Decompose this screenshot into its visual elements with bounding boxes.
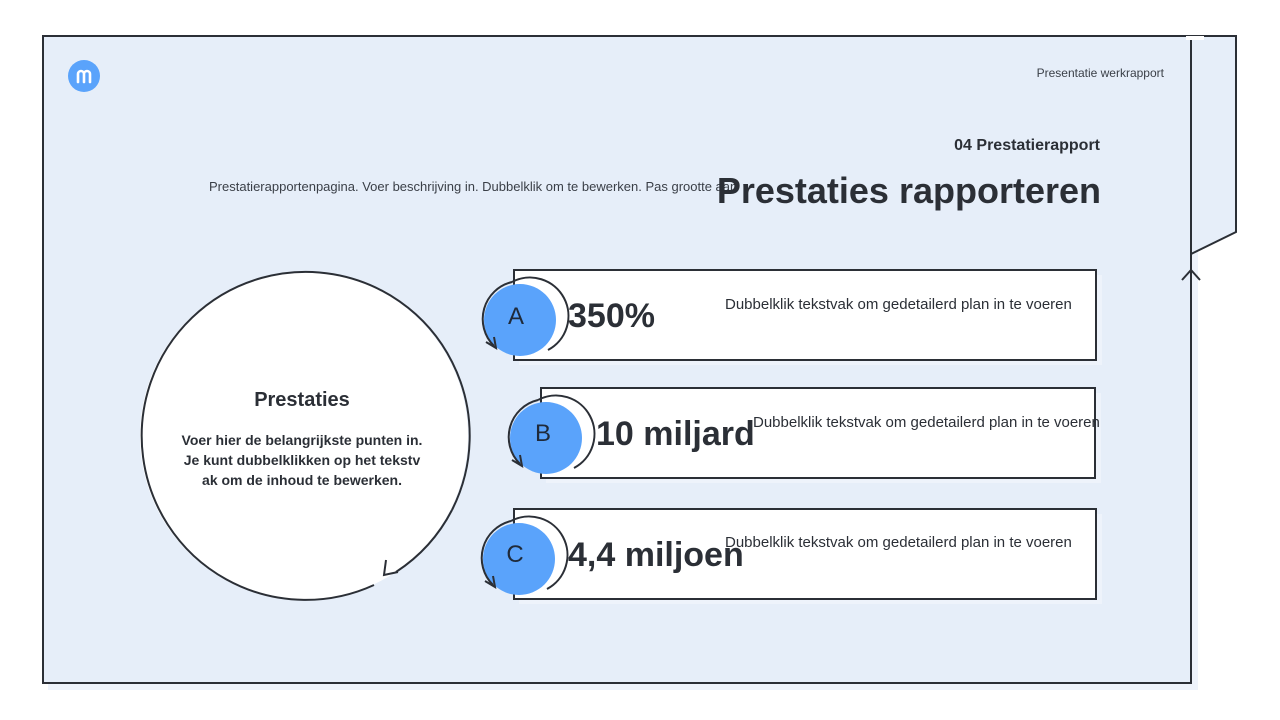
summary-text-line: Je kunt dubbelklikken op het tekstv [183,452,421,468]
card-c-value[interactable]: 4,4 miljoen [568,536,744,574]
page-title[interactable]: Prestaties rapporteren [716,170,1101,211]
page-description[interactable]: Prestatierapportenpagina. Voer beschrijving in. Dubbelklik om te bewerken. Pas grootte aan [209,179,738,194]
flap-gap [1186,36,1204,40]
card-b-description[interactable]: Dubbelklik tekstvak om gedetailerd plan in te voeren [753,414,1100,431]
card-a-description[interactable]: Dubbelklik tekstvak om gedetailerd plan in te voeren [725,296,1072,313]
summary-text-line: ak om de inhoud te bewerken. [202,472,402,488]
summary-text[interactable] [172,430,432,490]
card-c-description[interactable]: Dubbelklik tekstvak om gedetailerd plan in te voeren [725,534,1072,551]
card-b-value[interactable]: 10 miljard [596,415,755,453]
summary-title[interactable]: Prestaties [254,389,350,411]
card-b-letter: B [534,420,551,447]
section-number: 04 Prestatierapport [954,137,1100,154]
document-label: Presentatie werkrapport [1036,66,1164,80]
summary-text-line: Voer hier de belangrijkste punten in. [181,432,423,448]
card-a-letter: A [507,303,524,330]
panel-flap [1191,36,1236,254]
m-logo-icon [68,60,100,92]
card-a-value[interactable]: 350% [568,297,655,335]
card-c-letter: C [506,541,524,568]
